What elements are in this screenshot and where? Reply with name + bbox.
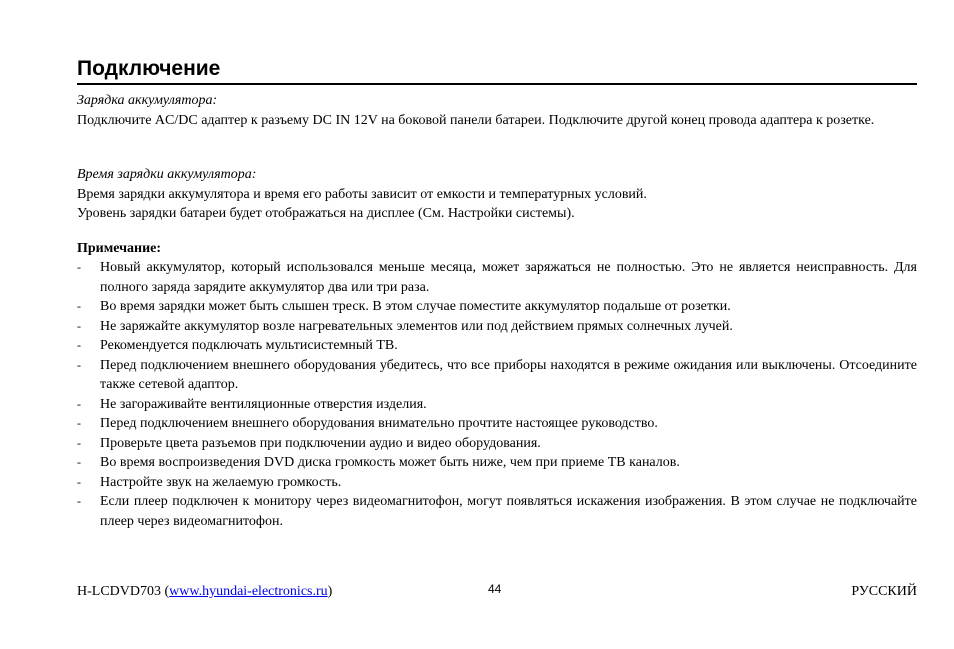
charge-time-section (77, 165, 917, 224)
footer-model-end: ) (327, 584, 333, 599)
note-item (77, 473, 917, 493)
charging-section (77, 91, 917, 130)
bullet-dash: - (77, 435, 81, 450)
note-item (77, 317, 917, 337)
bullet-dash: - (77, 455, 81, 469)
note-text: Новый аккумулятор, который использовался меньше месяца, может заряжаться не полностью. Это не является неисправность. Для полного заряда зарядите аккумулятор два или три раза. (100, 260, 917, 295)
footer-model-text: H-LCDVD703 ( (77, 584, 170, 599)
bullet-dash: - (77, 494, 81, 508)
note-item (77, 434, 917, 454)
note-text: Во время зарядки может быть слышен треск. В этом случае поместите аккумулятор подальше от розетки. (100, 299, 731, 314)
note-text: Перед подключением внешнего оборудования внимательно прочтите настоящее руководство. (100, 416, 658, 431)
charge-time-heading: Время зарядки аккумулятора: (77, 167, 257, 182)
note-item (77, 336, 917, 356)
note-text: Настройте звук на желаемую громкость. (100, 474, 342, 490)
bullet-dash: - (77, 338, 81, 352)
bullet-dash: - (77, 416, 81, 430)
note-text: Рекомендуется подключать мультисистемный ТВ. (100, 338, 398, 353)
footer-model (77, 582, 332, 602)
note-item (77, 258, 917, 297)
notes-heading: Примечание: (77, 241, 162, 256)
footer-language: РУССКИЙ (851, 584, 917, 599)
page-footer (77, 580, 917, 604)
page-title: Подключение (77, 57, 221, 80)
note-item (77, 395, 917, 415)
page-number: 44 (488, 582, 502, 596)
bullet-dash: - (77, 474, 81, 489)
charging-heading: Зарядка аккумулятора: (77, 93, 218, 108)
bullet-dash: - (77, 318, 81, 333)
charging-text: Подключите AC/DC адаптер к разъему DC IN 12V на боковой панели батареи. Подключите другой конец провода адаптера к розетке. (77, 112, 875, 128)
note-text: Если плеер подключен к монитору через видеомагнитофон, могут появляться искажения изображения. В этом случае не подключайте плеер через видеомагнитофон. (100, 494, 917, 529)
bullet-dash: - (77, 396, 81, 411)
note-text: Не загораживайте вентиляционные отверстия изделия. (100, 396, 427, 412)
note-item (77, 356, 917, 395)
bullet-dash: - (77, 357, 81, 372)
notes-list (77, 258, 917, 531)
note-item (77, 453, 917, 473)
bullet-dash: - (77, 299, 81, 313)
note-text: Во время воспроизведения DVD диска громкость может быть ниже, чем при приеме ТВ каналов. (100, 455, 680, 470)
note-item (77, 414, 917, 434)
note-text: Перед подключением внешнего оборудования убедитесь, что все приборы находятся в режиме ожидания или выключены. Отсоедините также сетевой адаптор. (100, 357, 917, 392)
footer-website-link[interactable]: www.hyundai-electronics.ru (169, 584, 328, 599)
note-text: Проверьте цвета разъемов при подключении аудио и видео оборудования. (100, 435, 541, 451)
note-text: Не заряжайте аккумулятор возле нагревательных элементов или под действием прямых солнечных лучей. (100, 318, 733, 334)
title-divider (77, 83, 917, 85)
charge-time-line-1: Время зарядки аккумулятора и время его работы зависит от емкости и температурных условий. (77, 186, 647, 202)
bullet-dash: - (77, 260, 81, 274)
note-item (77, 492, 917, 531)
note-item (77, 297, 917, 317)
charge-time-line-2: Уровень зарядки батареи будет отображаться на дисплее (См. Настройки системы). (77, 206, 575, 221)
